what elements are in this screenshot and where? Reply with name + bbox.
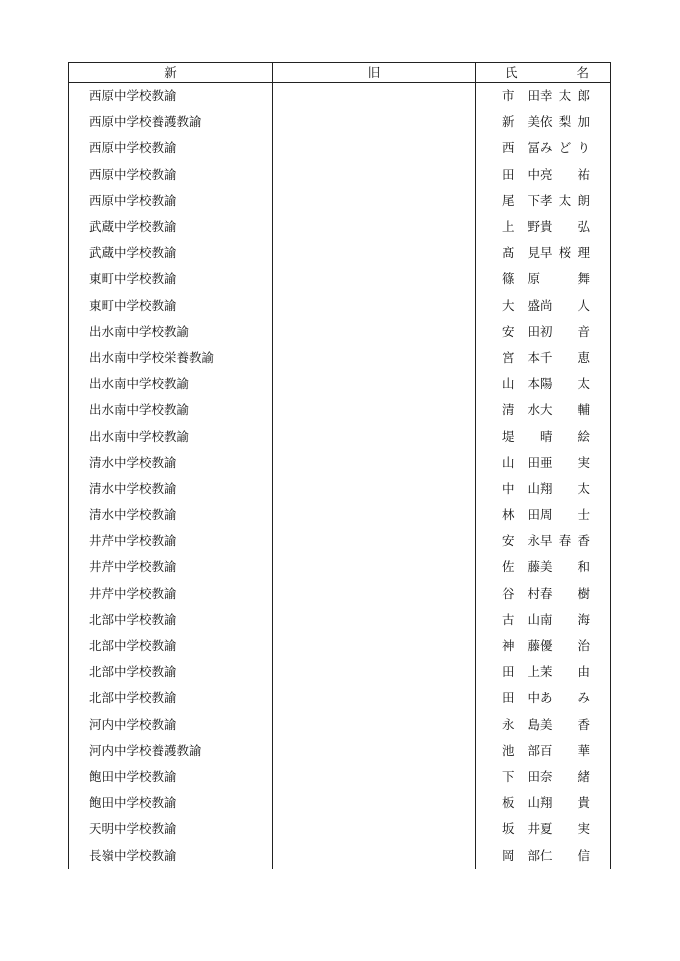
- person-name-cell: [476, 790, 611, 816]
- family-name: 上 野: [502, 219, 540, 235]
- table-row: [69, 109, 611, 135]
- new-position-cell: 北部中学校教諭: [69, 607, 273, 633]
- old-position-cell: [273, 633, 476, 659]
- family-name: 篠 原: [502, 271, 540, 287]
- table-row: [69, 633, 611, 659]
- header-name-family: 氏: [505, 65, 518, 80]
- person-name-cell: [476, 476, 611, 502]
- family-name: 下 田: [502, 768, 540, 784]
- person-name-cell: [476, 764, 611, 790]
- old-position-cell: [273, 738, 476, 764]
- given-name: 大 輔: [540, 402, 590, 418]
- person-name-cell: [476, 214, 611, 240]
- old-position-cell: [273, 712, 476, 738]
- given-name: 亜 実: [540, 454, 590, 470]
- given-name: 早 春 香: [540, 533, 590, 549]
- given-name: 初 音: [540, 323, 590, 339]
- old-position-cell: [273, 293, 476, 319]
- old-position-cell: [273, 319, 476, 345]
- table-row: [69, 240, 611, 266]
- family-name: 宮 本: [502, 349, 540, 365]
- old-position-cell: [273, 135, 476, 161]
- new-position-cell: 出水南中学校教諭: [69, 319, 273, 345]
- person-name-cell: [476, 816, 611, 842]
- given-name: 南 海: [540, 611, 590, 627]
- old-position-cell: [273, 764, 476, 790]
- new-position-cell: 西原中学校教諭: [69, 188, 273, 214]
- table-row: [69, 397, 611, 423]
- given-name: 周 士: [540, 507, 590, 523]
- family-name: 山 田: [502, 454, 540, 470]
- table-row: [69, 790, 611, 816]
- family-name: 田 中: [502, 166, 540, 182]
- table-row: [69, 476, 611, 502]
- new-position-cell: 西原中学校教諭: [69, 162, 273, 188]
- person-name-cell: [476, 423, 611, 449]
- table-row: [69, 266, 611, 292]
- person-name-cell: [476, 659, 611, 685]
- given-name: 陽 太: [540, 376, 590, 392]
- new-position-cell: 北部中学校教諭: [69, 685, 273, 711]
- person-name-cell: [476, 319, 611, 345]
- table-row: [69, 607, 611, 633]
- old-position-cell: [273, 554, 476, 580]
- family-name: 山 本: [502, 376, 540, 392]
- table-row: [69, 345, 611, 371]
- old-position-cell: [273, 450, 476, 476]
- new-position-cell: 東町中学校教諭: [69, 293, 273, 319]
- table-row: [69, 423, 611, 449]
- person-name-cell: [476, 188, 611, 214]
- table-row: [69, 738, 611, 764]
- old-position-cell: [273, 371, 476, 397]
- person-name-cell: [476, 712, 611, 738]
- person-name-cell: [476, 581, 611, 607]
- old-position-cell: [273, 659, 476, 685]
- new-position-cell: 東町中学校教諭: [69, 266, 273, 292]
- person-name-cell: [476, 554, 611, 580]
- table-row: [69, 135, 611, 161]
- new-position-cell: 北部中学校教諭: [69, 659, 273, 685]
- new-position-cell: 井芹中学校教諭: [69, 554, 273, 580]
- family-name: 永 島: [502, 716, 540, 732]
- given-name: 貴 弘: [540, 219, 590, 235]
- new-position-cell: 清水中学校教諭: [69, 476, 273, 502]
- new-position-cell: 天明中学校教諭: [69, 816, 273, 842]
- old-position-cell: [273, 476, 476, 502]
- person-name-cell: [476, 738, 611, 764]
- person-name-cell: [476, 502, 611, 528]
- family-name: 大 盛: [502, 297, 540, 313]
- person-name-cell: [476, 162, 611, 188]
- header-new: 新: [69, 63, 273, 83]
- given-name: 春 樹: [540, 585, 590, 601]
- table-row: [69, 842, 611, 868]
- new-position-cell: 出水南中学校教諭: [69, 397, 273, 423]
- family-name: 尾 下: [502, 192, 540, 208]
- family-name: 谷 村: [502, 585, 540, 601]
- old-position-cell: [273, 162, 476, 188]
- new-position-cell: 出水南中学校栄養教諭: [69, 345, 273, 371]
- new-position-cell: 河内中学校教諭: [69, 712, 273, 738]
- table-row: [69, 554, 611, 580]
- table-row: [69, 214, 611, 240]
- personnel-table: [68, 62, 611, 869]
- given-name: 夏 実: [540, 821, 590, 837]
- person-name-cell: [476, 266, 611, 292]
- family-name: 市 田: [502, 88, 540, 104]
- given-name: 亮 祐: [540, 166, 590, 182]
- new-position-cell: 長嶺中学校教諭: [69, 842, 273, 868]
- header-name: [476, 63, 611, 83]
- new-position-cell: 井芹中学校教諭: [69, 581, 273, 607]
- family-name: 中 山: [502, 480, 540, 496]
- new-position-cell: 出水南中学校教諭: [69, 423, 273, 449]
- new-position-cell: 飽田中学校教諭: [69, 790, 273, 816]
- person-name-cell: [476, 135, 611, 161]
- old-position-cell: [273, 266, 476, 292]
- new-position-cell: 清水中学校教諭: [69, 502, 273, 528]
- old-position-cell: [273, 83, 476, 110]
- person-name-cell: [476, 528, 611, 554]
- new-position-cell: 河内中学校養護教諭: [69, 738, 273, 764]
- given-name: 早 桜 理: [540, 245, 590, 261]
- family-name: 神 藤: [502, 638, 540, 654]
- table-row: [69, 502, 611, 528]
- old-position-cell: [273, 345, 476, 371]
- given-name: 仁 信: [540, 847, 590, 863]
- new-position-cell: 西原中学校教諭: [69, 83, 273, 110]
- table-row: [69, 712, 611, 738]
- family-name: 池 部: [502, 742, 540, 758]
- family-name: 佐 藤: [502, 559, 540, 575]
- given-name: 孝 太 朗: [540, 192, 590, 208]
- given-name: 千 恵: [540, 349, 590, 365]
- family-name: 安 田: [502, 323, 540, 339]
- table-row: [69, 319, 611, 345]
- given-name: 茉 由: [540, 664, 590, 680]
- table-row: [69, 816, 611, 842]
- old-position-cell: [273, 816, 476, 842]
- given-name: 幸 太 郎: [540, 88, 590, 104]
- new-position-cell: 西原中学校養護教諭: [69, 109, 273, 135]
- given-name: あ み: [540, 690, 590, 706]
- old-position-cell: [273, 240, 476, 266]
- old-position-cell: [273, 581, 476, 607]
- person-name-cell: [476, 83, 611, 110]
- given-name: 翔 太: [540, 480, 590, 496]
- family-name: 新 美: [502, 114, 540, 130]
- person-name-cell: [476, 371, 611, 397]
- new-position-cell: 井芹中学校教諭: [69, 528, 273, 554]
- given-name: 尚 人: [540, 297, 590, 313]
- personnel-roster-sheet: [68, 62, 610, 869]
- new-position-cell: 清水中学校教諭: [69, 450, 273, 476]
- new-position-cell: 西原中学校教諭: [69, 135, 273, 161]
- given-name: 舞: [577, 271, 590, 287]
- old-position-cell: [273, 502, 476, 528]
- family-name: 岡 部: [502, 847, 540, 863]
- family-name: 林 田: [502, 507, 540, 523]
- person-name-cell: [476, 842, 611, 868]
- table-row: [69, 450, 611, 476]
- old-position-cell: [273, 109, 476, 135]
- person-name-cell: [476, 240, 611, 266]
- person-name-cell: [476, 397, 611, 423]
- family-name: 清 水: [502, 402, 540, 418]
- old-position-cell: [273, 214, 476, 240]
- given-name: 百 華: [540, 742, 590, 758]
- table-row: [69, 188, 611, 214]
- old-position-cell: [273, 790, 476, 816]
- old-position-cell: [273, 188, 476, 214]
- table-row: [69, 162, 611, 188]
- given-name: 晴 絵: [540, 428, 590, 444]
- header-name-given: 名: [576, 65, 589, 80]
- table-row: [69, 764, 611, 790]
- family-name: 坂 井: [502, 821, 540, 837]
- person-name-cell: [476, 450, 611, 476]
- header-old: 旧: [273, 63, 476, 83]
- family-name: 髙 見: [502, 245, 540, 261]
- table-row: [69, 371, 611, 397]
- table-header-row: [69, 63, 611, 83]
- person-name-cell: [476, 345, 611, 371]
- family-name: 安 永: [502, 533, 540, 549]
- old-position-cell: [273, 528, 476, 554]
- person-name-cell: [476, 633, 611, 659]
- given-name: 依 梨 加: [540, 114, 590, 130]
- table-row: [69, 659, 611, 685]
- person-name-cell: [476, 685, 611, 711]
- old-position-cell: [273, 842, 476, 868]
- family-name: 田 上: [502, 664, 540, 680]
- table-row: [69, 581, 611, 607]
- person-name-cell: [476, 293, 611, 319]
- given-name: み ど り: [540, 140, 590, 156]
- table-row: [69, 293, 611, 319]
- given-name: 美 香: [540, 716, 590, 732]
- given-name: 奈 緒: [540, 768, 590, 784]
- new-position-cell: 武蔵中学校教諭: [69, 214, 273, 240]
- old-position-cell: [273, 607, 476, 633]
- family-name: 古 山: [502, 611, 540, 627]
- given-name: 美 和: [540, 559, 590, 575]
- family-name: 西 冨: [502, 140, 540, 156]
- table-body: [69, 83, 611, 869]
- given-name: 優 治: [540, 638, 590, 654]
- table-row: [69, 83, 611, 110]
- new-position-cell: 北部中学校教諭: [69, 633, 273, 659]
- new-position-cell: 飽田中学校教諭: [69, 764, 273, 790]
- table-row: [69, 528, 611, 554]
- family-name: 堤: [502, 428, 515, 444]
- person-name-cell: [476, 109, 611, 135]
- given-name: 翔 貴: [540, 795, 590, 811]
- family-name: 田 中: [502, 690, 540, 706]
- old-position-cell: [273, 397, 476, 423]
- person-name-cell: [476, 607, 611, 633]
- table-row: [69, 685, 611, 711]
- old-position-cell: [273, 423, 476, 449]
- new-position-cell: 武蔵中学校教諭: [69, 240, 273, 266]
- new-position-cell: 出水南中学校教諭: [69, 371, 273, 397]
- family-name: 板 山: [502, 795, 540, 811]
- old-position-cell: [273, 685, 476, 711]
